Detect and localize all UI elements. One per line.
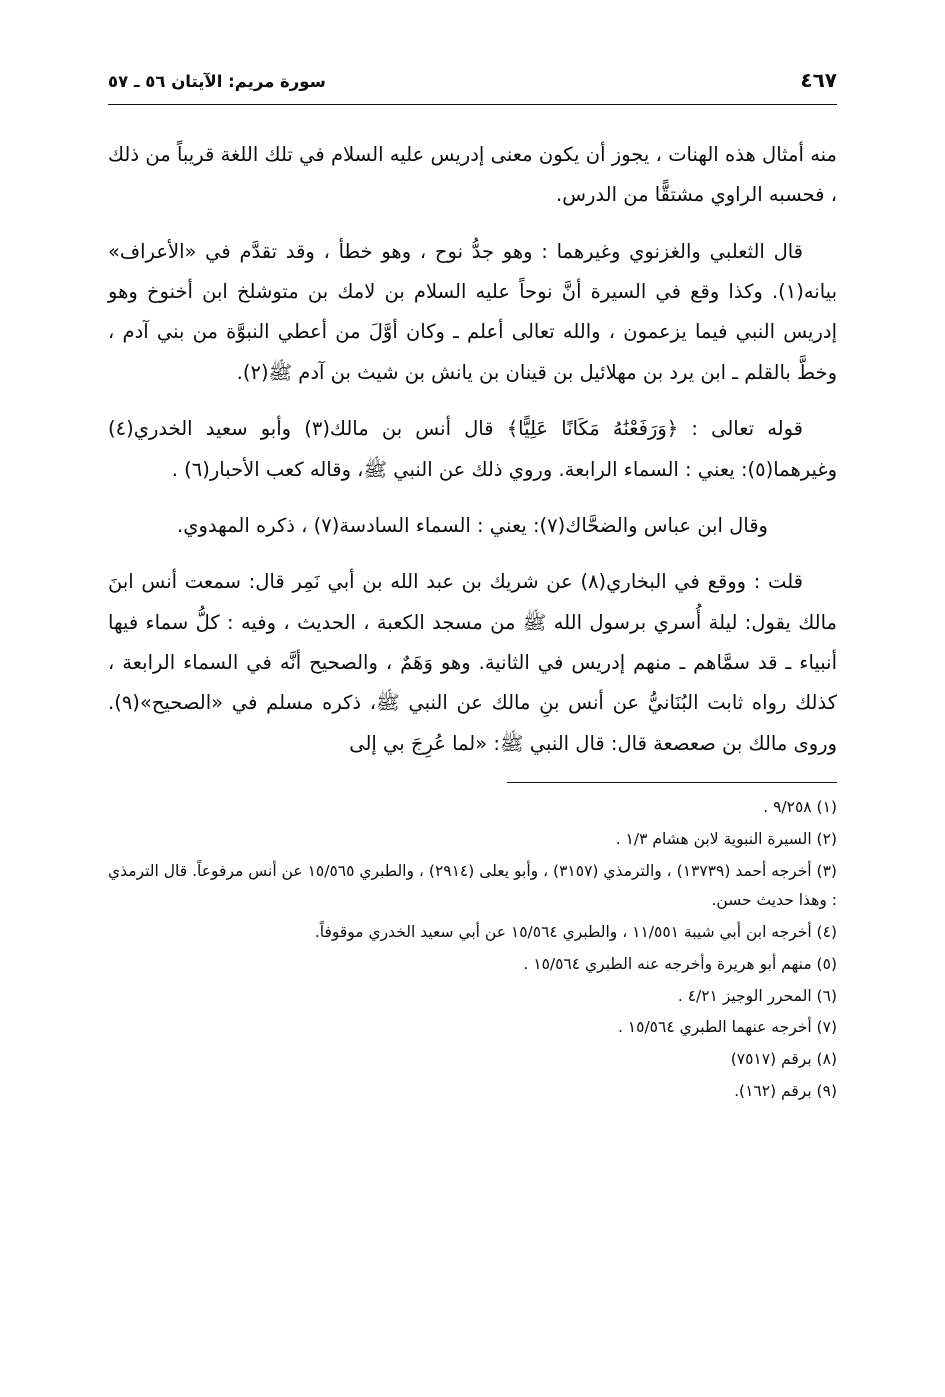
footnote-item: (٢) السيرة النبوية لابن هشام ١/٣ .	[615, 829, 837, 848]
paragraph-1: منه أمثال هذه الهنات ، يجوز أن يكون معنى إدريس عليه السلام في تلك اللغة قريباً من ذلك ، فحسبه الراوي مشتقًّا من الدرس.	[108, 143, 837, 207]
running-head-title: سورة مريم: الآيتان ٥٦ ـ ٥٧	[108, 72, 326, 91]
paragraph-3: قوله تعالى : ﴿وَرَفَعْنَٰهُ مَكَانًا عَلِيًّا﴾ قال أنس بن مالك(٣) وأبو سعيد الخدري(٤) وغيرهما(٥): يعني : السماء الرابعة. وروي ذلك عن النبي ﷺ، وقاله كعب الأحبار(٦) .	[108, 417, 837, 481]
footnote-item: (٨) برقم (٧٥١٧)	[730, 1050, 837, 1069]
footnote-item: (٤) أخرجه ابن أبي شيبة ١١/٥٥١ ، والطبري ١٥/٥٦٤ عن أبي سعيد الخدري موقوفاً.	[314, 923, 837, 942]
footnote-item: (٩) برقم (١٦٢).	[734, 1081, 837, 1100]
paragraph-2: قال الثعلبي والغزنوي وغيرهما : وهو جدُّ نوح ، وهو خطأ ، وقد تقدَّم في «الأعراف» بيانه(١). وكذا وقع في السيرة أنَّ نوحاً عليه السلام بن لامك بن متوشلخ ابن أخنوخ وهو إدريس النبي فيما يزعمون ، والله تعالى أعلم ـ وكان أوَّلَ من أعطي النبوَّة من بني آدم ، وخطَّ بالقلم ـ ابن يرد بن مهلائيل بن قينان بن يانش بن شيث بن آدم ﷺ(٢).	[108, 239, 837, 384]
footnote-item: (٧) أخرجه عنهما الطبري ١٥/٥٦٤ .	[617, 1018, 837, 1037]
footnote-item: (٦) المحرر الوجيز ٤/٢١ .	[677, 986, 837, 1005]
page-number: ٤٦٧	[800, 68, 837, 92]
paragraph-4: وقال ابن عباس والضحَّاك(٧): يعني : السماء السادسة(٧) ، ذكره المهدوي.	[177, 513, 768, 537]
footnote-item: (٥) منهم أبو هريرة وأخرجه عنه الطبري ١٥/٥٦٤ .	[523, 954, 837, 973]
footnote-item: (١) ٩/٢٥٨ .	[763, 798, 837, 817]
body-text	[108, 135, 837, 764]
header-divider	[108, 104, 837, 105]
footnotes-section	[108, 793, 837, 1107]
footnote-divider	[507, 782, 837, 783]
page-header	[108, 68, 837, 92]
footnote-item: (٣) أخرجه أحمد (١٣٧٣٩) ، والترمذي (٣١٥٧) ، وأبو يعلى (٢٩١٤) ، والطبري ١٥/٥٦٥ عن أنس مرفوعاً. قال الترمذي : وهذا حديث حسن.	[108, 861, 837, 910]
paragraph-5: قلت : ووقع في البخاري(٨) عن شريك بن عبد الله بن أبي نَمِر قال: سمعت أنس ابنَ مالك يقول: ليلة أُسري برسول الله ﷺ من مسجد الكعبة ، الحديث ، وفيه : كلُّ سماء فيها أنبياء ـ قد سمَّاهم ـ منهم إدريس في الثانية. وهو وَهَمٌ ، والصحيح أنَّه في السماء الرابعة ، كذلك رواه ثابت البُنَانيُّ عن أنس بنِ مالك عن النبي ﷺ، ذكره مسلم في «الصحيح»(٩). وروى مالك بن صعصعة قال: قال النبي ﷺ: «لما عُرِجَ بي إلى	[108, 570, 837, 755]
